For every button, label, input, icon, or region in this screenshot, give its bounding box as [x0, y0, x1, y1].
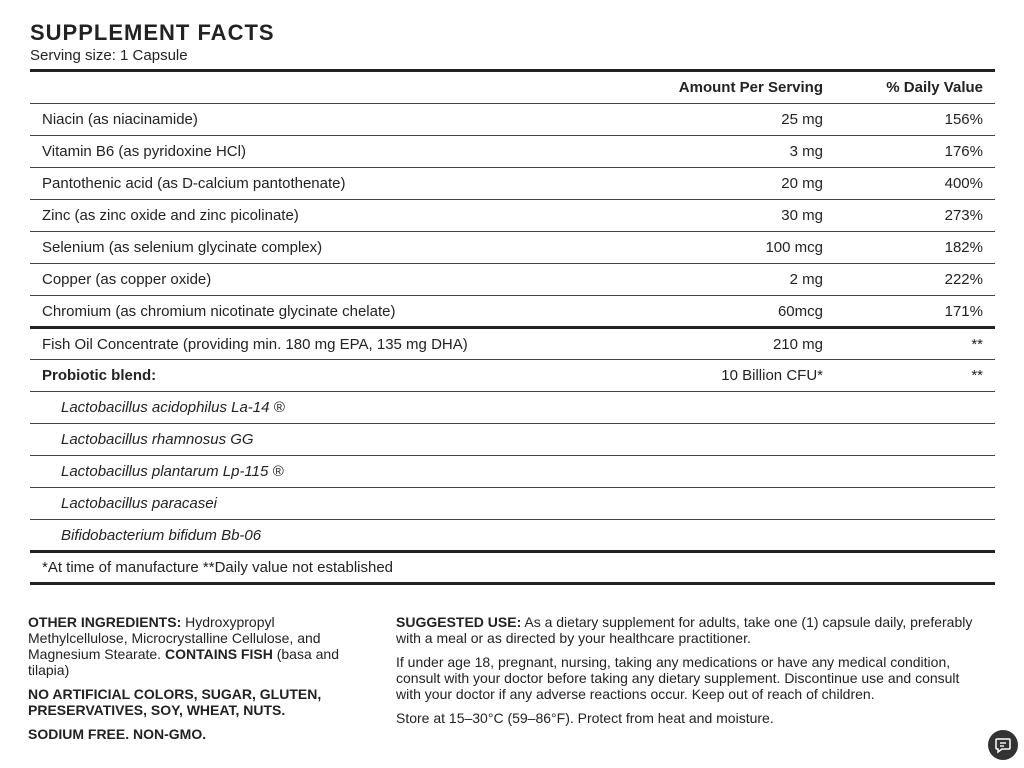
contains-fish-text: (basa and tilapia) [28, 646, 339, 678]
table-row [30, 104, 995, 136]
ingredient-daily-value: 273% [944, 207, 983, 224]
ingredient-amount: 60mcg [777, 302, 823, 320]
suggested-use [396, 614, 986, 646]
ingredient-daily-value [833, 520, 995, 552]
ingredient-daily-value: 182% [944, 239, 983, 256]
other-ingredients-section [28, 614, 348, 750]
ingredient-amount: 100 mcg [765, 239, 823, 256]
ingredient-amount [573, 520, 833, 552]
ingredient-name: Copper (as copper oxide) [42, 271, 212, 288]
probiotic-strain: Lactobacillus plantarum Lp-115 ® [61, 463, 284, 480]
ingredient-amount: 20 mg [781, 175, 823, 192]
ingredient-amount [573, 488, 833, 520]
suggested-use-label: SUGGESTED USE: [396, 614, 522, 630]
probiotic-strain: Lactobacillus paracasei [61, 495, 217, 512]
ingredient-amount [573, 456, 833, 488]
table-row [30, 360, 995, 392]
ingredient-daily-value: ** [971, 367, 983, 384]
table-row [30, 520, 995, 552]
probiotic-strain: Lactobacillus acidophilus La-14 ® [61, 399, 285, 416]
ingredient-amount: 210 mg [772, 335, 823, 353]
table-header-row [30, 71, 995, 104]
probiotic-blend-label: Probiotic blend: [42, 367, 157, 384]
ingredient-amount: 3 mg [789, 143, 823, 160]
table-row [30, 392, 995, 424]
table-footnote-row [30, 552, 995, 584]
ingredient-amount: 2 mg [789, 271, 823, 288]
contains-fish-label: CONTAINS FISH [164, 646, 273, 662]
no-artificial-statement: NO ARTIFICIAL COLORS, SUGAR, GLUTEN, PRESERVATIVES, SOY, WHEAT, NUTS. [28, 686, 322, 718]
table-row [30, 136, 995, 168]
ingredient-amount [573, 392, 833, 424]
ingredient-amount: 30 mg [781, 207, 823, 224]
ingredient-name: Fish Oil Concentrate (providing min. 180 mg EPA, 135 mg DHA) [42, 335, 468, 353]
column-header-ingredient [30, 71, 573, 104]
suggested-use-text: As a dietary supplement for adults, take one (1) capsule daily, preferably with a meal or as directed by your healthcare practitioner. [396, 614, 973, 646]
ingredient-daily-value [833, 488, 995, 520]
table-row [30, 232, 995, 264]
ingredient-amount: 25 mg [781, 111, 823, 128]
storage-text: Store at 15–30°C (59–86°F). Protect from heat and moisture. [396, 710, 774, 726]
ingredient-daily-value: 400% [944, 175, 983, 192]
table-row [30, 488, 995, 520]
table-row [30, 456, 995, 488]
warning-text: If under age 18, pregnant, nursing, taking any medications or have any medical condition, consult with your doctor before taking any dietary supplement. Discontinue use and consult with your doctor if any adverse reactions occur. Keep out of reach of children. [396, 654, 960, 702]
ingredient-name: Selenium (as selenium glycinate complex) [42, 239, 323, 256]
suggested-use-section [396, 614, 986, 734]
ingredient-daily-value [833, 424, 995, 456]
ingredient-name: Niacin (as niacinamide) [42, 111, 198, 128]
table-row [30, 296, 995, 328]
probiotic-strain: Bifidobacterium bifidum Bb-06 [61, 526, 262, 544]
table-row [30, 168, 995, 200]
supplement-facts-panel [30, 20, 995, 585]
ingredient-amount: 10 Billion CFU* [721, 367, 823, 384]
table-footnote: *At time of manufacture **Daily value not established [42, 559, 394, 576]
column-header-daily-value: % Daily Value [886, 79, 983, 96]
ingredient-amount [573, 424, 833, 456]
other-ingredients [28, 614, 348, 678]
ingredient-daily-value [833, 456, 995, 488]
chat-button[interactable] [988, 730, 1018, 760]
ingredient-daily-value: 171% [944, 302, 983, 320]
ingredient-daily-value: ** [971, 335, 983, 353]
ingredient-name: Pantothenic acid (as D-calcium pantothenate) [42, 175, 346, 192]
table-row [30, 328, 995, 360]
ingredient-name: Vitamin B6 (as pyridoxine HCl) [42, 143, 246, 160]
ingredient-daily-value: 176% [944, 143, 983, 160]
table-row [30, 200, 995, 232]
ingredient-daily-value [833, 392, 995, 424]
ingredient-name: Zinc (as zinc oxide and zinc picolinate) [42, 207, 299, 224]
ingredient-name: Chromium (as chromium nicotinate glycinate chelate) [42, 302, 396, 320]
probiotic-strain: Lactobacillus rhamnosus GG [61, 431, 254, 448]
other-ingredients-label: OTHER INGREDIENTS: [28, 614, 182, 630]
other-ingredients-text: Hydroxypropyl Methylcellulose, Microcrystalline Cellulose, and Magnesium Stearate. [28, 614, 321, 662]
sodium-free-statement: SODIUM FREE. NON-GMO. [28, 726, 207, 742]
table-row [30, 424, 995, 456]
table-row [30, 264, 995, 296]
chat-icon [994, 736, 1012, 754]
ingredient-daily-value: 222% [944, 271, 983, 288]
ingredient-daily-value: 156% [944, 111, 983, 128]
column-header-amount: Amount Per Serving [678, 79, 823, 96]
supplement-facts-table [30, 69, 995, 585]
page-title: SUPPLEMENT FACTS [30, 20, 275, 45]
serving-size: Serving size: 1 Capsule [30, 47, 188, 64]
